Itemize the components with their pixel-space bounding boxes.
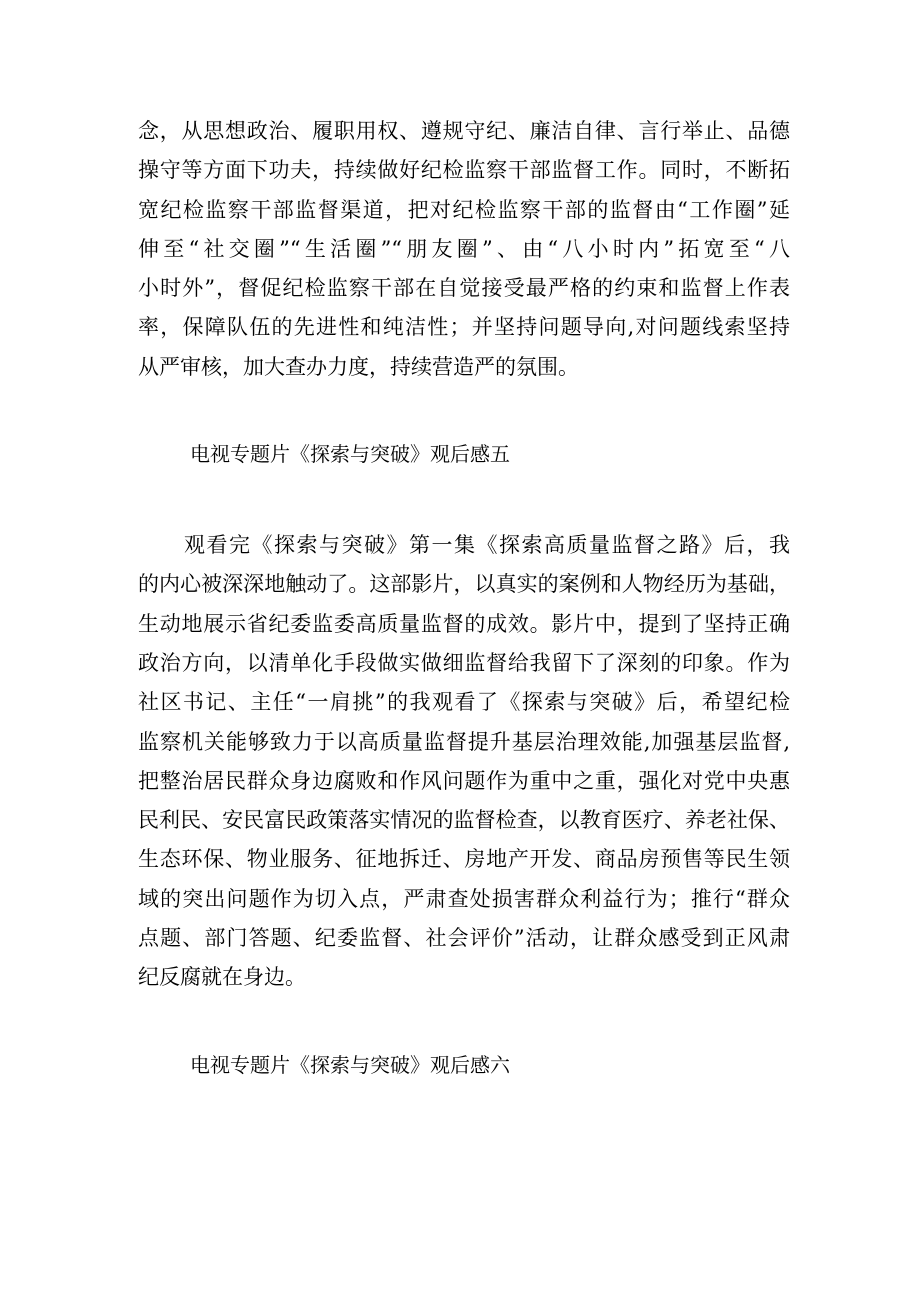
paragraph-line: 政治方向，以清单化手段做实做细监督给我留下了深刻的印象。作为 xyxy=(138,650,790,675)
paragraph-line: 念，从思想政治、履职用权、遵规守纪、廉洁自律、言行举止、品德 xyxy=(138,119,790,143)
paragraph-line: 生态环保、物业服务、征地拆迁、房地产开发、商品房预售等民生领 xyxy=(138,847,790,872)
paragraph-line: 操守等方面下功夫，持续做好纪检监察干部监督工作。同时，不断拓 xyxy=(138,158,790,183)
paragraph-1 xyxy=(138,112,790,387)
paragraph-line: 伸至“社交圈”“生活圈”“朋友圈”、由“八小时内”拓宽至“八 xyxy=(138,236,790,261)
paragraph-line: 社区书记、主任“一肩挑”的我观看了《探索与突破》后，希望纪检 xyxy=(138,690,790,715)
paragraph-line: 率，保障队伍的先进性和纯洁性；并坚持问题导向,对问题线索坚持 xyxy=(138,315,790,340)
paragraph-line: 把整治居民群众身边腐败和作风问题作为重中之重，强化对党中央惠 xyxy=(138,768,790,793)
paragraph-line: 观看完《探索与突破》第一集《探索高质量监督之路》后，我 xyxy=(184,533,790,558)
paragraph-line: 监察机关能够致力于以高质量监督提升基层治理效能,加强基层监督, xyxy=(138,729,790,754)
document-page xyxy=(138,112,790,1085)
paragraph-line: 点题、部门答题、纪委监督、社会评价”活动，让群众感受到正风肃 xyxy=(138,926,790,951)
section-heading-6: 电视专题片《探索与突破》观后感六 xyxy=(190,1052,510,1077)
paragraph-line: 小时外”，督促纪检监察干部在自觉接受最严格的约束和监督上作表 xyxy=(138,276,790,301)
paragraph-line: 生动地展示省纪委监委高质量监督的成效。影片中，提到了坚持正确 xyxy=(138,611,790,636)
paragraph-line: 域的突出问题作为切入点，严肃查处损害群众利益行为；推行“群众 xyxy=(138,886,790,911)
paragraph-line: 纪反腐就在身边。 xyxy=(138,965,306,990)
paragraph-line: 宽纪检监察干部监督渠道，把对纪检监察干部的监督由“工作圈”延 xyxy=(138,197,790,222)
section-heading-5: 电视专题片《探索与突破》观后感五 xyxy=(190,442,510,467)
paragraph-line: 的内心被深深地触动了。这部影片，以真实的案例和人物经历为基础， xyxy=(138,572,790,597)
paragraph-line: 从严审核，加大查办力度，持续营造严的氛围。 xyxy=(138,354,579,379)
paragraph-2 xyxy=(138,526,790,998)
paragraph-line: 民利民、安民富民政策落实情况的监督检查，以教育医疗、养老社保、 xyxy=(138,808,790,833)
